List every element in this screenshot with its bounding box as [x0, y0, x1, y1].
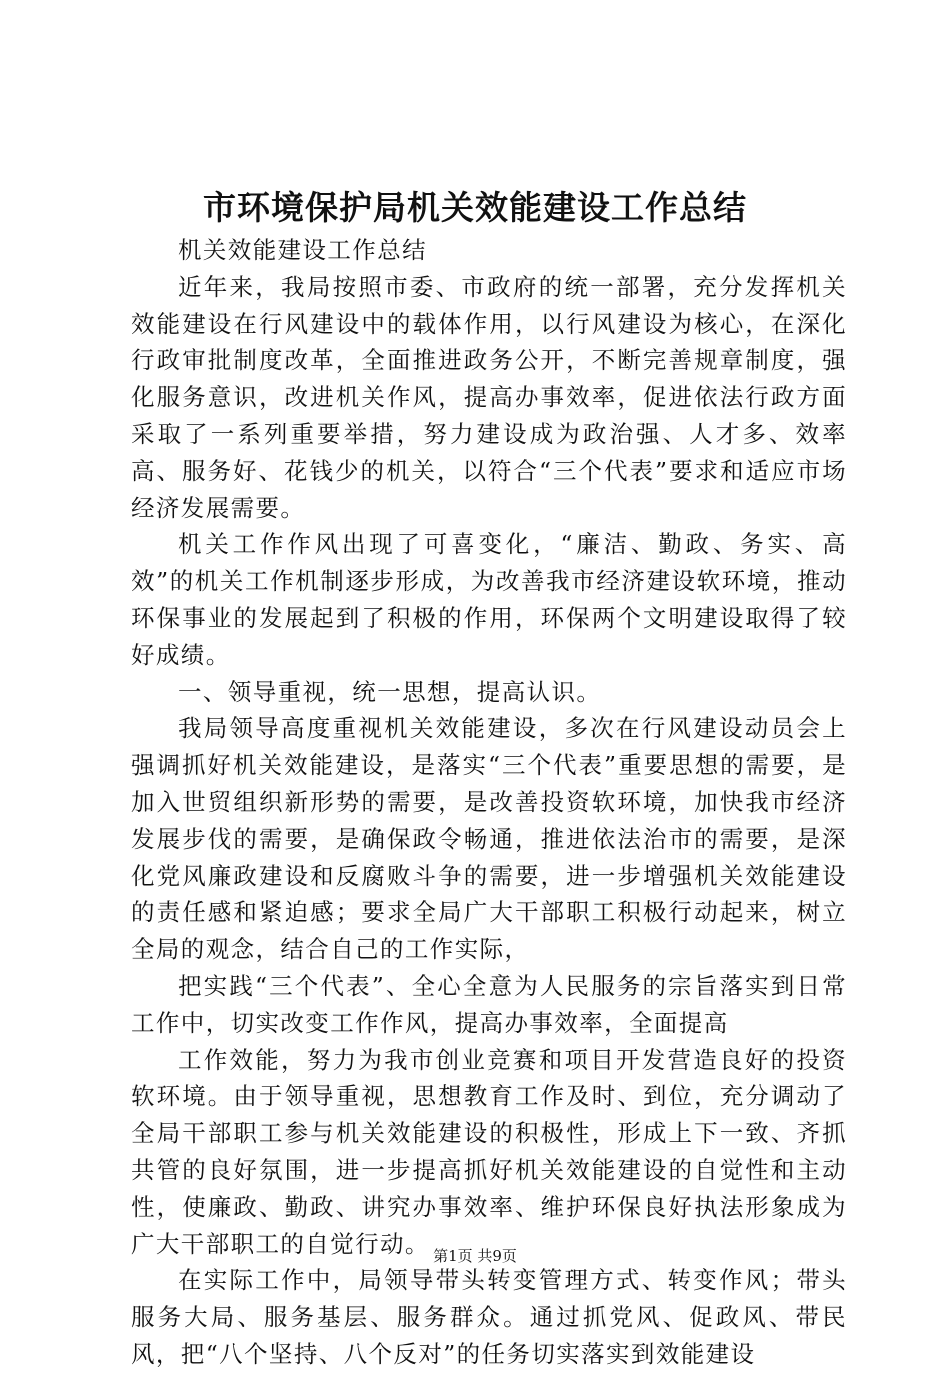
- paragraph: 机关工作作风出现了可喜变化，“廉洁、勤政、务实、高效”的机关工作机制逐步形成，为改善我市经济建设软环境，推动环保事业的发展起到了积极的作用，环保两个文明建设取得了较好成绩。: [131, 530, 847, 669]
- paragraph: 我局领导高度重视机关效能建设，多次在行风建设动员会上强调抓好机关效能建设，是落实“三个代表”重要思想的需要，是加入世贸组织新形势的需要，是改善投资软环境，加快我市经济发展步伐的需要，是确保政令畅通，推进依法治市的需要，是深化党风廉政建设和反腐败斗争的需要，进一步增强机关效能建设的责任感和紧迫感；要求全局广大干部职工积极行动起来，树立全局的观念，结合自己的工作实际，: [131, 714, 847, 964]
- paragraph: 把实践“三个代表”、全心全意为人民服务的宗旨落实到日常工作中，切实改变工作作风，提高办事效率，全面提高: [131, 971, 847, 1037]
- paragraph-subtitle: 机关效能建设工作总结: [178, 236, 427, 264]
- paragraph: 在实际工作中，局领导带头转变管理方式、转变作风；带头服务大局、服务基层、服务群众。通过抓党风、促政风、带民风，把“八个坚持、八个反对”的任务切实落实到效能建设: [131, 1266, 847, 1368]
- document-title: 市环境保护局机关效能建设工作总结: [203, 188, 747, 227]
- document-body: [131, 232, 847, 1373]
- paragraph: 工作效能，努力为我市创业竞赛和项目开发营造良好的投资软环境。由于领导重视，思想教育工作及时、到位，充分调动了全局干部职工参与机关效能建设的积极性，形成上下一致、齐抓共管的良好氛围，进一步提高抓好机关效能建设的自觉性和主动性，使廉政、勤政、讲究办事效率、维护环保良好执法形象成为广大干部职工的自觉行动。: [131, 1045, 847, 1258]
- section-heading: 一、领导重视，统一思想，提高认识。: [178, 677, 602, 706]
- paragraph: 近年来，我局按照市委、市政府的统一部署，充分发挥机关效能建设在行风建设中的载体作用，以行风建设为核心，在深化行政审批制度改革，全面推进政务公开，不断完善规章制度，强化服务意识，改进机关作风，提高办事效率，促进依法行政方面采取了一系列重要举措，努力建设成为政治强、人才多、效率高、服务好、花钱少的机关，以符合“三个代表”要求和适应市场经济发展需要。: [131, 272, 847, 522]
- page-number-footer: 第1页 共9页: [433, 1247, 517, 1265]
